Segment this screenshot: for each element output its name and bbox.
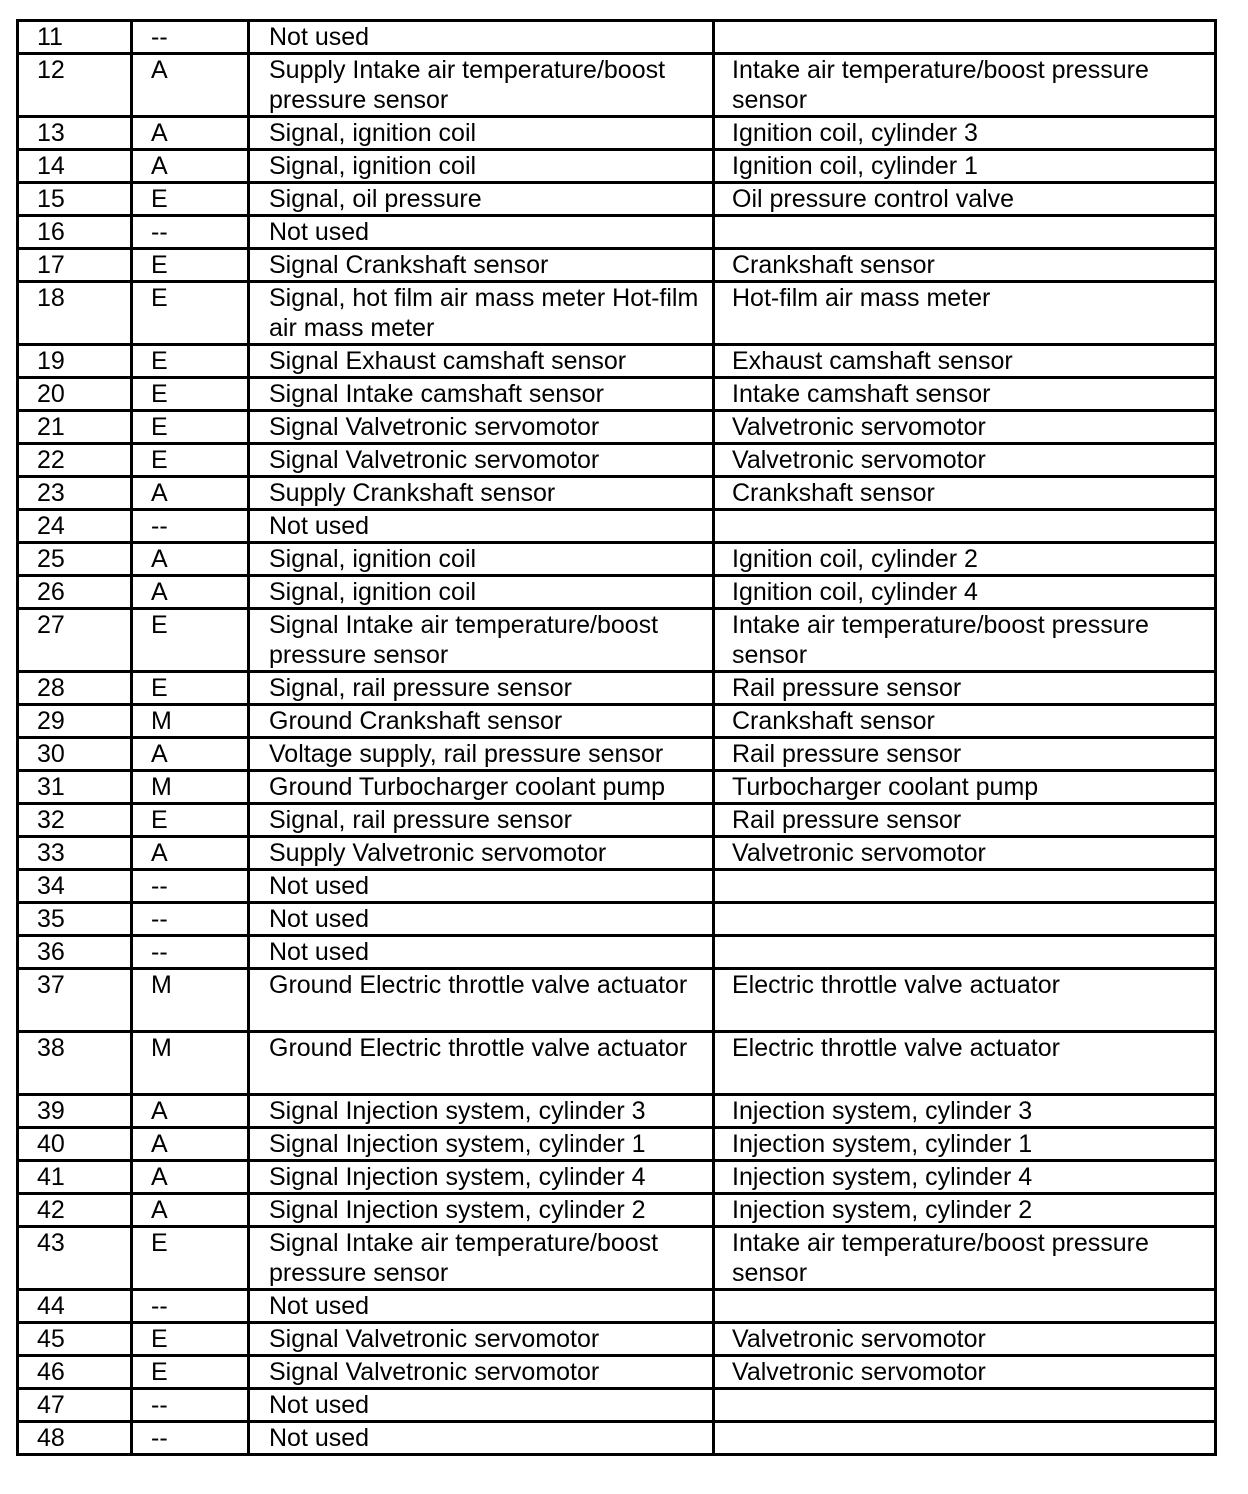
component-cell: Exhaust camshaft sensor bbox=[714, 345, 1216, 378]
description-cell: Not used bbox=[249, 1290, 714, 1323]
table-row bbox=[18, 543, 1216, 576]
signal-type-cell: A bbox=[132, 477, 249, 510]
table-row bbox=[18, 705, 1216, 738]
description-cell: Signal Injection system, cylinder 1 bbox=[249, 1128, 714, 1161]
signal-type-cell: A bbox=[132, 1128, 249, 1161]
pin-number-cell: 23 bbox=[18, 477, 132, 510]
pin-number-cell: 31 bbox=[18, 771, 132, 804]
description-cell: Signal, ignition coil bbox=[249, 150, 714, 183]
description-cell: Not used bbox=[249, 870, 714, 903]
signal-type-cell: A bbox=[132, 837, 249, 870]
component-cell bbox=[714, 21, 1216, 54]
component-cell: Injection system, cylinder 3 bbox=[714, 1095, 1216, 1128]
pin-number-cell: 42 bbox=[18, 1194, 132, 1227]
component-cell bbox=[714, 903, 1216, 936]
signal-type-cell: A bbox=[132, 738, 249, 771]
description-cell: Signal Intake air temperature/boost pressure sensor bbox=[249, 609, 714, 672]
table-row bbox=[18, 282, 1216, 345]
description-cell: Not used bbox=[249, 936, 714, 969]
component-cell: Rail pressure sensor bbox=[714, 804, 1216, 837]
description-cell: Not used bbox=[249, 1422, 714, 1455]
description-cell: Signal, oil pressure bbox=[249, 183, 714, 216]
description-cell: Signal, hot film air mass meter Hot-film air mass meter bbox=[249, 282, 714, 345]
signal-type-cell: A bbox=[132, 1095, 249, 1128]
pin-number-cell: 38 bbox=[18, 1032, 132, 1095]
description-cell: Signal, ignition coil bbox=[249, 543, 714, 576]
table-row bbox=[18, 510, 1216, 543]
signal-type-cell: M bbox=[132, 969, 249, 1032]
signal-type-cell: E bbox=[132, 378, 249, 411]
component-cell bbox=[714, 870, 1216, 903]
table-row bbox=[18, 804, 1216, 837]
signal-type-cell: A bbox=[132, 150, 249, 183]
table-row bbox=[18, 1323, 1216, 1356]
description-cell: Signal, ignition coil bbox=[249, 576, 714, 609]
description-cell: Signal Intake camshaft sensor bbox=[249, 378, 714, 411]
signal-type-cell: A bbox=[132, 117, 249, 150]
table-row bbox=[18, 1227, 1216, 1290]
pin-number-cell: 36 bbox=[18, 936, 132, 969]
component-cell: Intake air temperature/boost pressure sensor bbox=[714, 54, 1216, 117]
pin-number-cell: 24 bbox=[18, 510, 132, 543]
table-row bbox=[18, 249, 1216, 282]
table-row bbox=[18, 837, 1216, 870]
description-cell: Signal Valvetronic servomotor bbox=[249, 411, 714, 444]
signal-type-cell: A bbox=[132, 54, 249, 117]
component-cell: Oil pressure control valve bbox=[714, 183, 1216, 216]
table-row bbox=[18, 444, 1216, 477]
pin-number-cell: 18 bbox=[18, 282, 132, 345]
component-cell bbox=[714, 216, 1216, 249]
signal-type-cell: E bbox=[132, 1356, 249, 1389]
table-row bbox=[18, 1356, 1216, 1389]
table-row bbox=[18, 771, 1216, 804]
component-cell: Valvetronic servomotor bbox=[714, 1356, 1216, 1389]
signal-type-cell: -- bbox=[132, 903, 249, 936]
pin-number-cell: 30 bbox=[18, 738, 132, 771]
signal-type-cell: A bbox=[132, 1194, 249, 1227]
pin-number-cell: 44 bbox=[18, 1290, 132, 1323]
description-cell: Not used bbox=[249, 1389, 714, 1422]
component-cell: Injection system, cylinder 2 bbox=[714, 1194, 1216, 1227]
component-cell: Ignition coil, cylinder 2 bbox=[714, 543, 1216, 576]
table-row bbox=[18, 1128, 1216, 1161]
signal-type-cell: M bbox=[132, 771, 249, 804]
description-cell: Signal Crankshaft sensor bbox=[249, 249, 714, 282]
pin-number-cell: 43 bbox=[18, 1227, 132, 1290]
pin-number-cell: 13 bbox=[18, 117, 132, 150]
table-row bbox=[18, 609, 1216, 672]
component-cell: Intake air temperature/boost pressure sensor bbox=[714, 1227, 1216, 1290]
pin-number-cell: 20 bbox=[18, 378, 132, 411]
pin-number-cell: 16 bbox=[18, 216, 132, 249]
pin-number-cell: 45 bbox=[18, 1323, 132, 1356]
component-cell bbox=[714, 1422, 1216, 1455]
signal-type-cell: M bbox=[132, 705, 249, 738]
table-row bbox=[18, 1161, 1216, 1194]
description-cell: Ground Turbocharger coolant pump bbox=[249, 771, 714, 804]
signal-type-cell: E bbox=[132, 411, 249, 444]
pin-number-cell: 33 bbox=[18, 837, 132, 870]
signal-type-cell: -- bbox=[132, 216, 249, 249]
pin-number-cell: 17 bbox=[18, 249, 132, 282]
pin-number-cell: 29 bbox=[18, 705, 132, 738]
description-cell: Supply Intake air temperature/boost pressure sensor bbox=[249, 54, 714, 117]
pin-assignment-table bbox=[16, 19, 1217, 1456]
pin-number-cell: 25 bbox=[18, 543, 132, 576]
component-cell: Hot-film air mass meter bbox=[714, 282, 1216, 345]
component-cell: Injection system, cylinder 4 bbox=[714, 1161, 1216, 1194]
pin-number-cell: 22 bbox=[18, 444, 132, 477]
description-cell: Signal, ignition coil bbox=[249, 117, 714, 150]
signal-type-cell: E bbox=[132, 444, 249, 477]
pin-number-cell: 46 bbox=[18, 1356, 132, 1389]
component-cell: Rail pressure sensor bbox=[714, 672, 1216, 705]
component-cell: Crankshaft sensor bbox=[714, 477, 1216, 510]
description-cell: Signal Intake air temperature/boost pressure sensor bbox=[249, 1227, 714, 1290]
signal-type-cell: -- bbox=[132, 510, 249, 543]
signal-type-cell: -- bbox=[132, 870, 249, 903]
table-row bbox=[18, 576, 1216, 609]
signal-type-cell: -- bbox=[132, 1389, 249, 1422]
pin-number-cell: 14 bbox=[18, 150, 132, 183]
pin-number-cell: 37 bbox=[18, 969, 132, 1032]
signal-type-cell: M bbox=[132, 1032, 249, 1095]
signal-type-cell: E bbox=[132, 282, 249, 345]
signal-type-cell: E bbox=[132, 609, 249, 672]
component-cell: Electric throttle valve actuator bbox=[714, 1032, 1216, 1095]
signal-type-cell: -- bbox=[132, 21, 249, 54]
signal-type-cell: E bbox=[132, 672, 249, 705]
table-row bbox=[18, 1422, 1216, 1455]
signal-type-cell: -- bbox=[132, 936, 249, 969]
signal-type-cell: -- bbox=[132, 1290, 249, 1323]
description-cell: Supply Crankshaft sensor bbox=[249, 477, 714, 510]
description-cell: Ground Crankshaft sensor bbox=[249, 705, 714, 738]
table-row bbox=[18, 477, 1216, 510]
pin-number-cell: 34 bbox=[18, 870, 132, 903]
pin-number-cell: 35 bbox=[18, 903, 132, 936]
pin-number-cell: 26 bbox=[18, 576, 132, 609]
pin-number-cell: 47 bbox=[18, 1389, 132, 1422]
table-row bbox=[18, 738, 1216, 771]
table-row bbox=[18, 54, 1216, 117]
table-row bbox=[18, 411, 1216, 444]
table-row bbox=[18, 1032, 1216, 1095]
description-cell: Not used bbox=[249, 510, 714, 543]
component-cell: Injection system, cylinder 1 bbox=[714, 1128, 1216, 1161]
pin-number-cell: 27 bbox=[18, 609, 132, 672]
description-cell: Not used bbox=[249, 216, 714, 249]
pin-number-cell: 32 bbox=[18, 804, 132, 837]
pin-number-cell: 15 bbox=[18, 183, 132, 216]
pin-number-cell: 40 bbox=[18, 1128, 132, 1161]
pin-number-cell: 11 bbox=[18, 21, 132, 54]
table-row bbox=[18, 1290, 1216, 1323]
description-cell: Not used bbox=[249, 21, 714, 54]
component-cell: Valvetronic servomotor bbox=[714, 1323, 1216, 1356]
component-cell: Intake air temperature/boost pressure sensor bbox=[714, 609, 1216, 672]
table-row bbox=[18, 1095, 1216, 1128]
signal-type-cell: A bbox=[132, 1161, 249, 1194]
description-cell: Signal, rail pressure sensor bbox=[249, 804, 714, 837]
table-row bbox=[18, 150, 1216, 183]
signal-type-cell: E bbox=[132, 1227, 249, 1290]
table-row bbox=[18, 216, 1216, 249]
component-cell: Electric throttle valve actuator bbox=[714, 969, 1216, 1032]
signal-type-cell: -- bbox=[132, 1422, 249, 1455]
table-row bbox=[18, 870, 1216, 903]
description-cell: Signal Injection system, cylinder 2 bbox=[249, 1194, 714, 1227]
table-row bbox=[18, 936, 1216, 969]
pin-number-cell: 21 bbox=[18, 411, 132, 444]
description-cell: Voltage supply, rail pressure sensor bbox=[249, 738, 714, 771]
component-cell: Crankshaft sensor bbox=[714, 249, 1216, 282]
table-row bbox=[18, 1194, 1216, 1227]
description-cell: Not used bbox=[249, 903, 714, 936]
table-row bbox=[18, 183, 1216, 216]
description-cell: Signal, rail pressure sensor bbox=[249, 672, 714, 705]
signal-type-cell: E bbox=[132, 345, 249, 378]
component-cell: Valvetronic servomotor bbox=[714, 411, 1216, 444]
description-cell: Ground Electric throttle valve actuator bbox=[249, 969, 714, 1032]
table-row bbox=[18, 21, 1216, 54]
table-row bbox=[18, 672, 1216, 705]
description-cell: Signal Valvetronic servomotor bbox=[249, 1356, 714, 1389]
table-row bbox=[18, 345, 1216, 378]
table-row bbox=[18, 378, 1216, 411]
component-cell: Intake camshaft sensor bbox=[714, 378, 1216, 411]
component-cell bbox=[714, 510, 1216, 543]
description-cell: Ground Electric throttle valve actuator bbox=[249, 1032, 714, 1095]
description-cell: Supply Valvetronic servomotor bbox=[249, 837, 714, 870]
table-row bbox=[18, 117, 1216, 150]
pin-number-cell: 28 bbox=[18, 672, 132, 705]
component-cell: Ignition coil, cylinder 4 bbox=[714, 576, 1216, 609]
component-cell: Valvetronic servomotor bbox=[714, 837, 1216, 870]
table-row bbox=[18, 969, 1216, 1032]
signal-type-cell: E bbox=[132, 249, 249, 282]
description-cell: Signal Exhaust camshaft sensor bbox=[249, 345, 714, 378]
description-cell: Signal Valvetronic servomotor bbox=[249, 444, 714, 477]
table-row bbox=[18, 1389, 1216, 1422]
component-cell: Ignition coil, cylinder 1 bbox=[714, 150, 1216, 183]
description-cell: Signal Injection system, cylinder 3 bbox=[249, 1095, 714, 1128]
description-cell: Signal Valvetronic servomotor bbox=[249, 1323, 714, 1356]
component-cell: Rail pressure sensor bbox=[714, 738, 1216, 771]
table-row bbox=[18, 903, 1216, 936]
component-cell bbox=[714, 936, 1216, 969]
component-cell bbox=[714, 1389, 1216, 1422]
pin-number-cell: 12 bbox=[18, 54, 132, 117]
pin-table-body bbox=[18, 21, 1216, 1455]
component-cell: Ignition coil, cylinder 3 bbox=[714, 117, 1216, 150]
signal-type-cell: A bbox=[132, 576, 249, 609]
component-cell: Turbocharger coolant pump bbox=[714, 771, 1216, 804]
signal-type-cell: E bbox=[132, 1323, 249, 1356]
pin-number-cell: 48 bbox=[18, 1422, 132, 1455]
signal-type-cell: A bbox=[132, 543, 249, 576]
component-cell bbox=[714, 1290, 1216, 1323]
signal-type-cell: E bbox=[132, 183, 249, 216]
pin-number-cell: 39 bbox=[18, 1095, 132, 1128]
signal-type-cell: E bbox=[132, 804, 249, 837]
pin-number-cell: 41 bbox=[18, 1161, 132, 1194]
pin-number-cell: 19 bbox=[18, 345, 132, 378]
description-cell: Signal Injection system, cylinder 4 bbox=[249, 1161, 714, 1194]
component-cell: Valvetronic servomotor bbox=[714, 444, 1216, 477]
component-cell: Crankshaft sensor bbox=[714, 705, 1216, 738]
